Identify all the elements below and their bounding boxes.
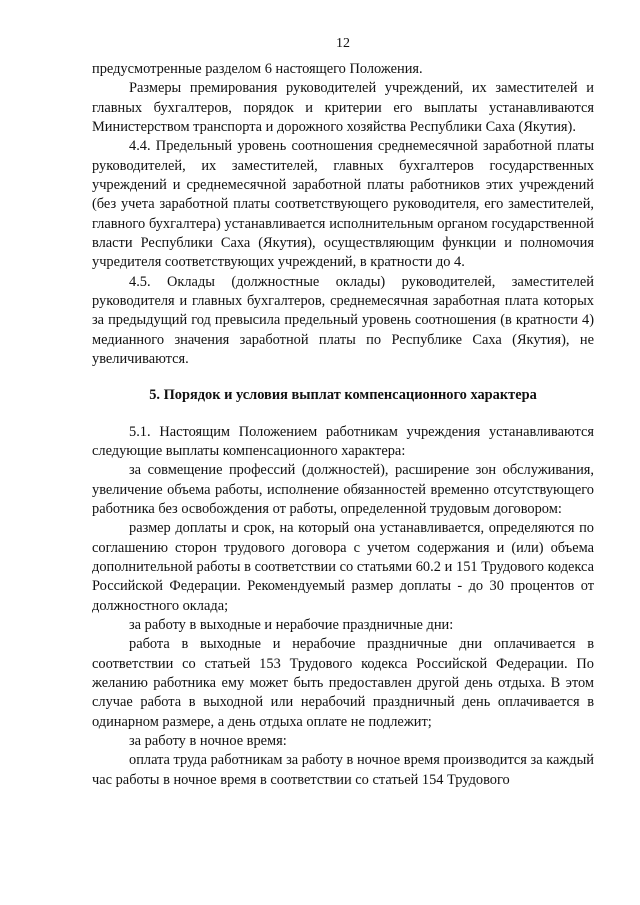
paragraph: 4.4. Предельный уровень соотношения среднемесячной заработной платы руководителей, их заместителей, главных бухгалтеров государственных учреждений и среднемесячной заработной платы работников этих учреждений (без учета заработной платы соответствующего руководителя, его заместителей, главного бухгалтера) устанавливается исполнительным органом государственной власти Республики Саха (Якутия), осуществляющим функции и полномочия учредителя соответствующих учреждений, в кратности до 4. — [92, 138, 594, 271]
paragraph: за работу в ночное время: — [129, 733, 287, 749]
paragraph: предусмотренные разделом 6 настоящего Положения. — [92, 61, 423, 77]
document-page — [92, 34, 594, 790]
paragraph: размер доплаты и срок, на который она устанавливается, определяются по соглашению сторон трудового договора с учетом содержания и (или) объема дополнительной работы в соответствии со статьями 60.2 и 151 Трудового кодекса Российской Федерации. Рекомендуемый размер доплаты - до 30 процентов от должностного оклада; — [92, 520, 594, 614]
paragraph: оплата труда работникам за работу в ночное время производится за каждый час работы в ночное время в соответствии со статьей 154 Трудового — [92, 752, 594, 788]
paragraph: 4.5. Оклады (должностные оклады) руководителей, заместителей руководителя и главных бухгалтеров, среднемесячная заработная плата которых за предыдущий год превысила предельный уровень соотношения (в кратности 4) медианного значения заработной платы по Республике Саха (Якутия), не увеличиваются. — [92, 273, 594, 368]
page-number: 12 — [336, 36, 350, 51]
section-heading: 5. Порядок и условия выплат компенсационного характера — [149, 386, 537, 403]
paragraph: за совмещение профессий (должностей), расширение зон обслуживания, увеличение объема работы, исполнение обязанностей временно отсутствующего работника без освобождения от работы, определенной трудовым договором: — [92, 462, 594, 517]
paragraph: 5.1. Настоящим Положением работникам учреждения устанавливаются следующие выплаты компенсационного характера: — [92, 423, 594, 459]
paragraph: Размеры премирования руководителей учреждений, их заместителей и главных бухгалтеров, порядок и критерии его выплаты устанавливаются Министерством транспорта и дорожного хозяйства Республики Саха (Якутия). — [92, 80, 594, 136]
paragraph: за работу в выходные и нерабочие праздничные дни: — [129, 616, 454, 633]
paragraph: работа в выходные и нерабочие праздничные дни оплачивается в соответствии со статьей 153 Трудового кодекса Российской Федерации. По желанию работника ему может быть предоставлен другой день отдыха. В этом случае работа в выходной или нерабочий праздничный день оплачивается в одинарном размере, а день отдыха оплате не подлежит; — [92, 636, 594, 730]
